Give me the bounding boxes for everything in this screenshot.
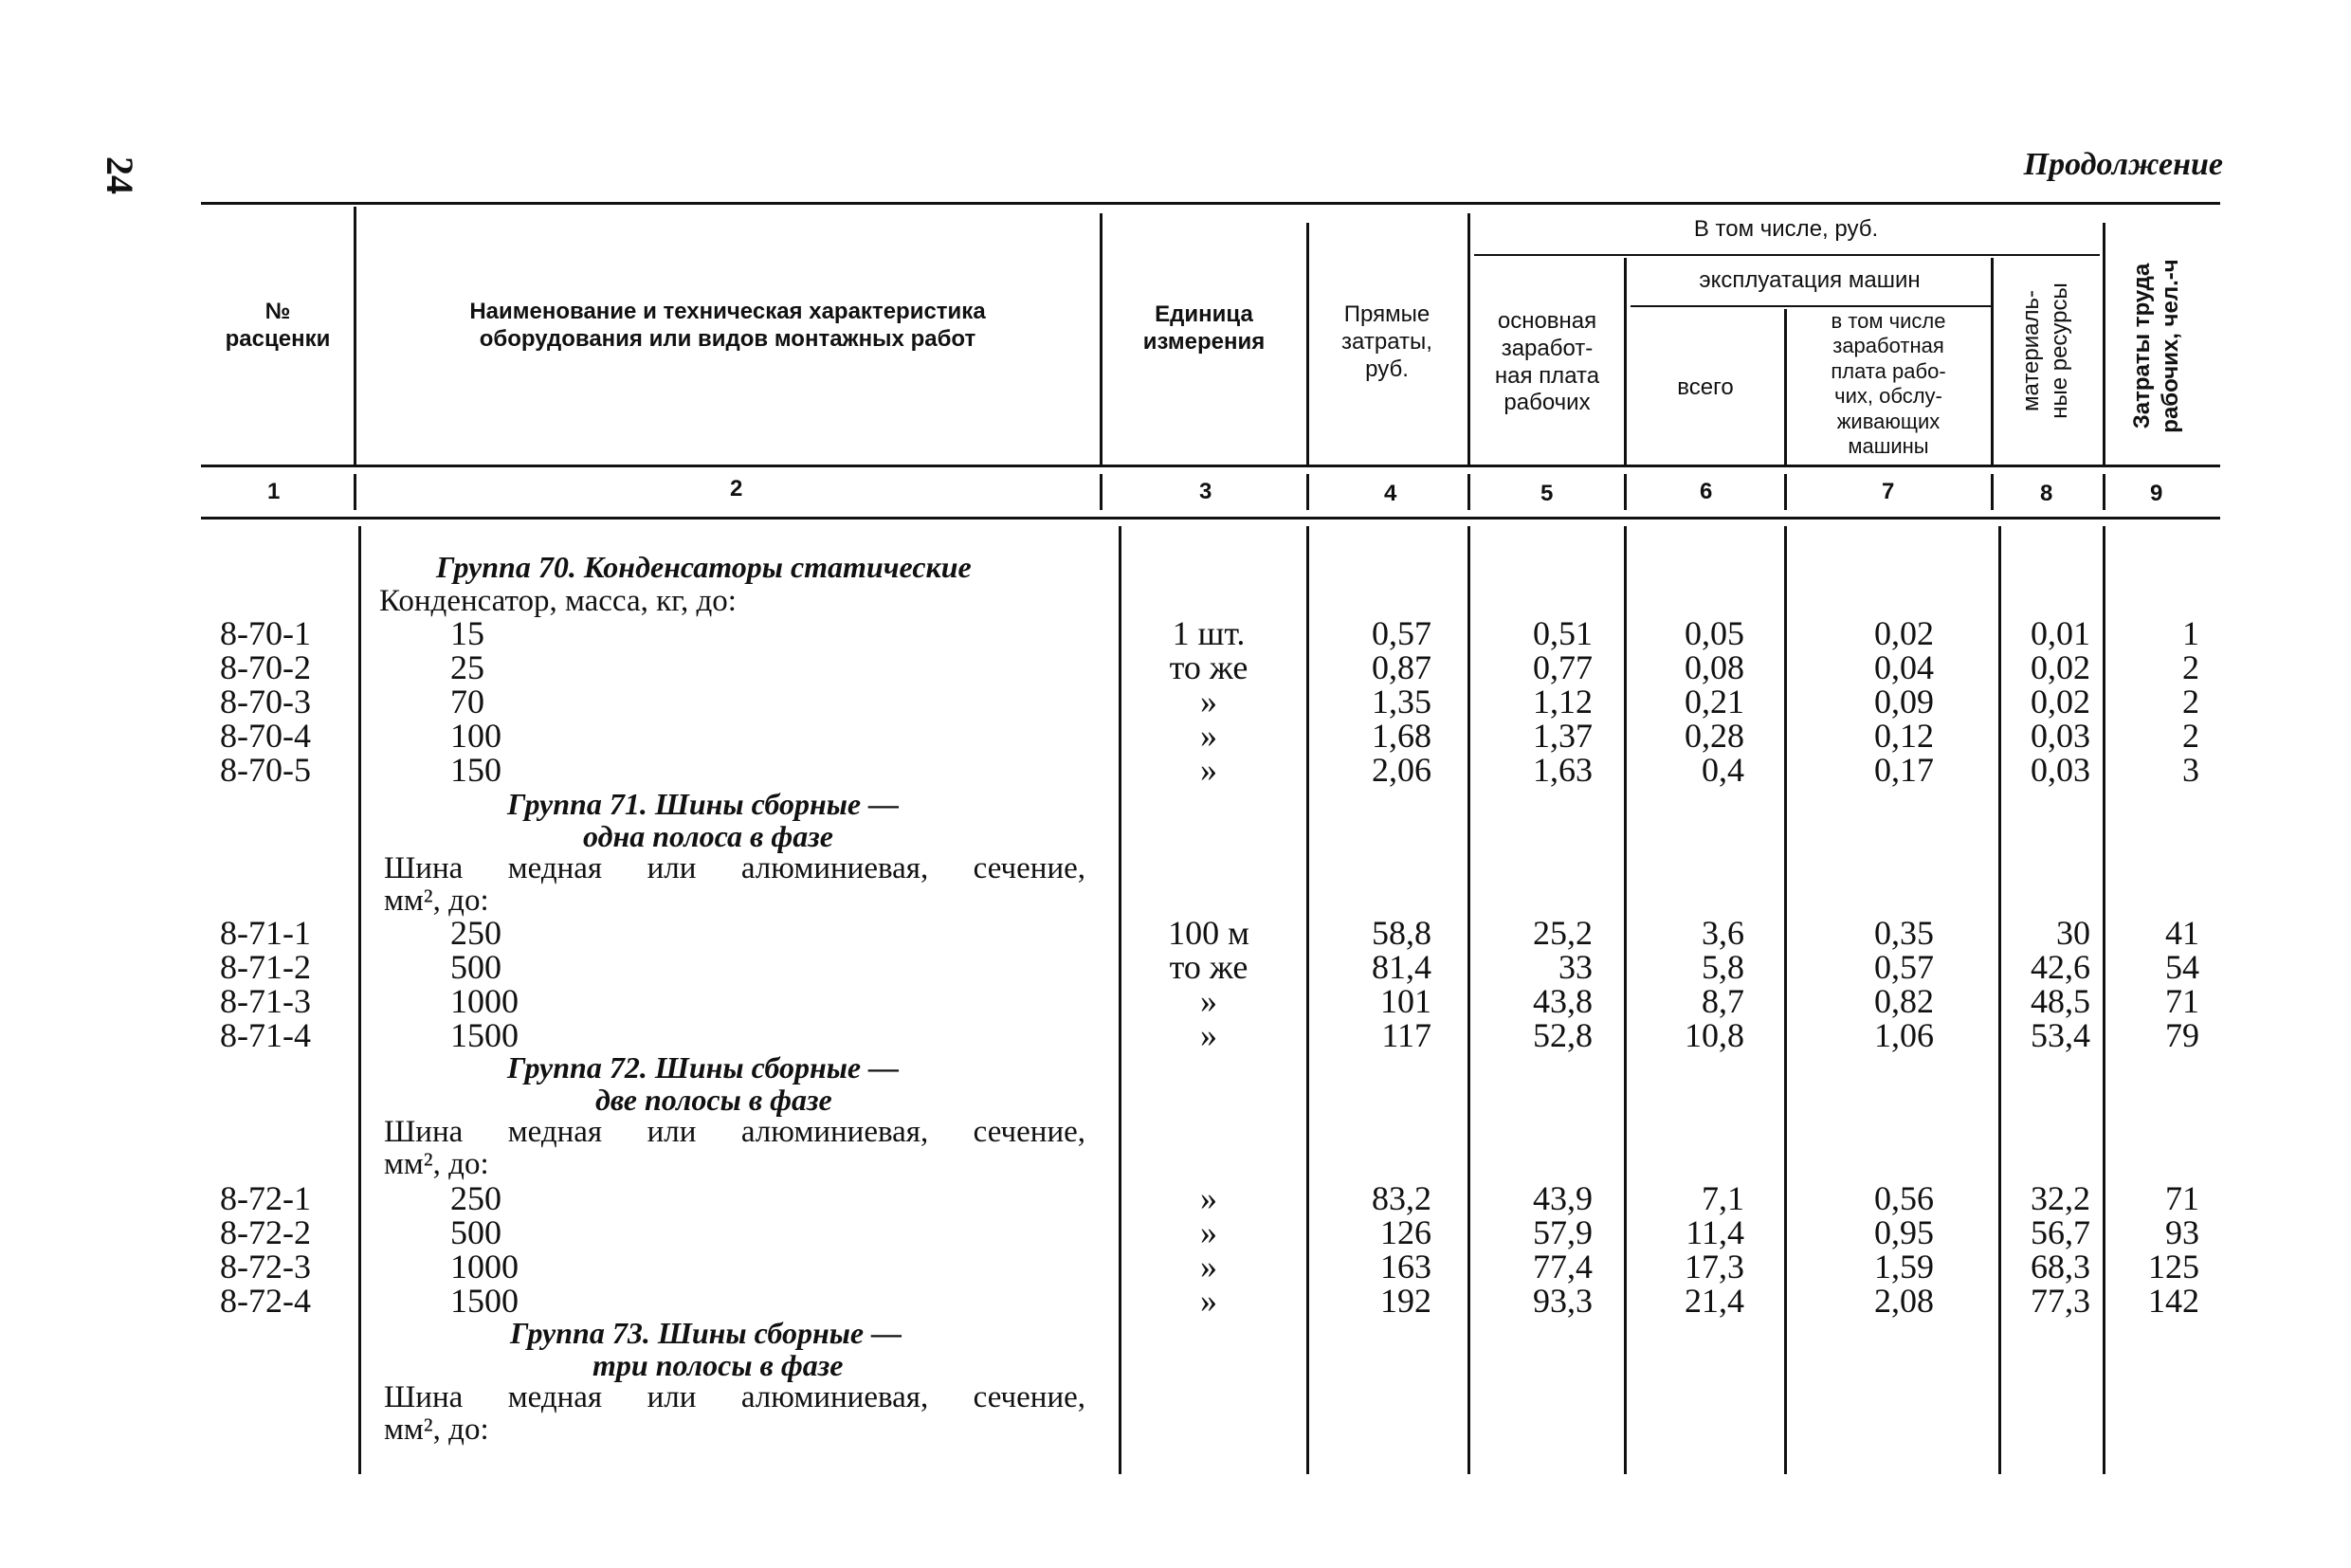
row-materials: 48,5 xyxy=(2031,982,2090,1020)
header-mach: эксплуатация машин xyxy=(1699,267,1921,293)
header-divider xyxy=(1100,213,1103,465)
header-bottom-rule xyxy=(201,465,2220,467)
row-wage: 93,3 xyxy=(1533,1282,1593,1320)
row-materials: 53,4 xyxy=(2031,1016,2090,1054)
group-70-title: Группа 70. Конденсаторы статические xyxy=(436,550,972,584)
group-71-title-2: одна полоса в фазе xyxy=(583,819,833,853)
table-row xyxy=(0,684,2351,719)
row-materials: 0,01 xyxy=(2031,614,2090,652)
row-labor: 2 xyxy=(2182,683,2199,720)
row-direct: 126 xyxy=(1380,1213,1431,1251)
row-code: 8-71-4 xyxy=(220,1016,311,1054)
row-mach: 0,05 xyxy=(1685,614,1744,652)
page-number: 24 xyxy=(99,156,141,194)
row-mach: 0,08 xyxy=(1685,648,1744,686)
row-code: 8-72-4 xyxy=(220,1282,311,1320)
row-materials: 30 xyxy=(2056,914,2090,952)
colnum-3: 3 xyxy=(1199,479,1212,504)
colnum-5: 5 xyxy=(1540,481,1554,506)
row-direct: 2,06 xyxy=(1372,751,1431,789)
row-unit: 100 м xyxy=(1168,914,1249,952)
row-unit: » xyxy=(1200,982,1217,1020)
row-labor: 3 xyxy=(2182,751,2199,789)
row-size: 70 xyxy=(450,683,484,720)
row-mach: 8,7 xyxy=(1702,982,1744,1020)
table-top-rule xyxy=(201,202,2220,205)
row-mach: 10,8 xyxy=(1685,1016,1744,1054)
row-mach: 17,3 xyxy=(1685,1248,1744,1285)
row-wage: 1,12 xyxy=(1533,683,1593,720)
row-wage: 77,4 xyxy=(1533,1248,1593,1285)
row-size: 250 xyxy=(450,914,501,952)
row-size: 500 xyxy=(450,1213,501,1251)
row-direct: 192 xyxy=(1380,1282,1431,1320)
row-wage: 43,8 xyxy=(1533,982,1593,1020)
header-col-labor: Затраты труда рабочих, чел.-ч xyxy=(2129,259,2183,433)
group-73-subtitle-2: мм², до: xyxy=(384,1413,489,1447)
row-unit: » xyxy=(1200,1282,1217,1320)
row-wage: 1,63 xyxy=(1533,751,1593,789)
row-size: 500 xyxy=(450,948,501,986)
row-materials: 0,03 xyxy=(2031,751,2090,789)
row-size: 1000 xyxy=(450,982,519,1020)
colnum-tick xyxy=(1100,474,1103,510)
header-col-materials: материаль- ные ресурсы xyxy=(2018,283,2072,419)
group-71-subtitle-1: Шина медная или алюминиевая, сечение, xyxy=(384,851,1085,885)
row-machwage: 1,06 xyxy=(1874,1016,1934,1054)
row-materials: 0,02 xyxy=(2031,648,2090,686)
header-divider xyxy=(2103,223,2105,465)
colnum-tick xyxy=(354,474,356,510)
group-73-subtitle-1: Шина медная или алюминиевая, сечение, xyxy=(384,1380,1085,1414)
row-machwage: 0,17 xyxy=(1874,751,1934,789)
row-materials: 68,3 xyxy=(2031,1248,2090,1285)
colnum-4: 4 xyxy=(1384,481,1397,506)
colnum-tick xyxy=(1306,474,1309,510)
row-unit: то же xyxy=(1169,948,1248,986)
group-73-title-2: три полосы в фазе xyxy=(592,1348,844,1382)
row-machwage: 0,56 xyxy=(1874,1179,1934,1217)
row-mach: 21,4 xyxy=(1685,1282,1744,1320)
row-wage: 57,9 xyxy=(1533,1213,1593,1251)
header-col-mach-total: всего xyxy=(1677,374,1734,400)
header-divider xyxy=(1467,213,1470,465)
group-72-subtitle-1: Шина медная или алюминиевая, сечение, xyxy=(384,1115,1085,1149)
colnum-2: 2 xyxy=(730,476,743,501)
row-labor: 71 xyxy=(2165,982,2199,1020)
row-labor: 71 xyxy=(2165,1179,2199,1217)
colnum-tick xyxy=(1624,474,1627,510)
row-unit: то же xyxy=(1169,648,1248,686)
colnum-tick xyxy=(1467,474,1470,510)
row-labor: 41 xyxy=(2165,914,2199,952)
colnum-tick xyxy=(1784,474,1787,510)
row-direct: 0,87 xyxy=(1372,648,1431,686)
group-71-subtitle-2: мм², до: xyxy=(384,884,489,918)
row-machwage: 0,82 xyxy=(1874,982,1934,1020)
row-code: 8-72-1 xyxy=(220,1179,311,1217)
row-machwage: 0,57 xyxy=(1874,948,1934,986)
row-unit: » xyxy=(1200,1016,1217,1054)
header-divider xyxy=(1306,223,1309,465)
table-row xyxy=(0,650,2351,684)
row-wage: 43,9 xyxy=(1533,1179,1593,1217)
row-labor: 1 xyxy=(2182,614,2199,652)
group-72-title-2: две полосы в фазе xyxy=(595,1083,832,1117)
row-materials: 77,3 xyxy=(2031,1282,2090,1320)
row-wage: 33 xyxy=(1558,948,1593,986)
row-code: 8-71-3 xyxy=(220,982,311,1020)
row-mach: 11,4 xyxy=(1686,1213,1744,1251)
row-mach: 0,21 xyxy=(1685,683,1744,720)
row-machwage: 0,09 xyxy=(1874,683,1934,720)
row-materials: 56,7 xyxy=(2031,1213,2090,1251)
table-row xyxy=(0,1215,2351,1249)
row-size: 15 xyxy=(450,614,484,652)
header-divider xyxy=(1991,258,1994,465)
row-direct: 81,4 xyxy=(1372,948,1431,986)
colnum-6: 6 xyxy=(1700,479,1713,504)
row-labor: 2 xyxy=(2182,648,2199,686)
row-wage: 0,77 xyxy=(1533,648,1593,686)
table-row xyxy=(0,1018,2351,1052)
row-code: 8-70-3 xyxy=(220,683,311,720)
row-direct: 117 xyxy=(1381,1016,1431,1054)
row-labor: 93 xyxy=(2165,1213,2199,1251)
row-machwage: 0,02 xyxy=(1874,614,1934,652)
row-unit: 1 шт. xyxy=(1172,614,1246,652)
row-code: 8-70-2 xyxy=(220,648,311,686)
incl-underline xyxy=(1474,254,2100,256)
row-code: 8-71-1 xyxy=(220,914,311,952)
row-mach: 3,6 xyxy=(1702,914,1744,952)
row-direct: 58,8 xyxy=(1372,914,1431,952)
row-labor: 125 xyxy=(2148,1248,2199,1285)
row-size: 1500 xyxy=(450,1016,519,1054)
row-materials: 32,2 xyxy=(2031,1179,2090,1217)
row-unit: » xyxy=(1200,751,1217,789)
row-wage: 0,51 xyxy=(1533,614,1593,652)
row-unit: » xyxy=(1200,1213,1217,1251)
header-divider xyxy=(354,207,356,465)
row-labor: 142 xyxy=(2148,1282,2199,1320)
table-row xyxy=(0,719,2351,753)
header-col-direct: Прямые затраты, руб. xyxy=(1341,301,1432,382)
group-73-title-1: Группа 73. Шины сборные — xyxy=(510,1316,902,1350)
colnum-7: 7 xyxy=(1882,479,1895,504)
row-direct: 163 xyxy=(1380,1248,1431,1285)
row-labor: 79 xyxy=(2165,1016,2199,1054)
row-size: 1000 xyxy=(450,1248,519,1285)
header-divider xyxy=(1784,309,1787,465)
group-72-subtitle-2: мм², до: xyxy=(384,1147,489,1181)
row-wage: 1,37 xyxy=(1533,717,1593,755)
row-unit: » xyxy=(1200,1248,1217,1285)
colnum-9: 9 xyxy=(2150,481,2163,506)
row-direct: 1,35 xyxy=(1372,683,1431,720)
row-materials: 0,02 xyxy=(2031,683,2090,720)
row-machwage: 1,59 xyxy=(1874,1248,1934,1285)
row-size: 150 xyxy=(450,751,501,789)
table-row xyxy=(0,916,2351,950)
row-machwage: 0,04 xyxy=(1874,648,1934,686)
mach-underline xyxy=(1631,305,1993,307)
header-divider xyxy=(1624,258,1627,465)
table-row xyxy=(0,753,2351,787)
row-unit: » xyxy=(1200,683,1217,720)
header-col-wage: основная заработ- ная плата рабочих xyxy=(1494,308,1600,416)
header-col-name: Наименование и техническая характеристика оборудования или видов монтажных работ xyxy=(469,299,986,352)
row-code: 8-72-2 xyxy=(220,1213,311,1251)
row-mach: 0,4 xyxy=(1702,751,1744,789)
row-materials: 0,03 xyxy=(2031,717,2090,755)
row-labor: 2 xyxy=(2182,717,2199,755)
row-size: 1500 xyxy=(450,1282,519,1320)
row-mach: 0,28 xyxy=(1685,717,1744,755)
row-code: 8-70-4 xyxy=(220,717,311,755)
row-mach: 5,8 xyxy=(1702,948,1744,986)
row-wage: 52,8 xyxy=(1533,1016,1593,1054)
colnum-8: 8 xyxy=(2040,481,2053,506)
row-machwage: 0,35 xyxy=(1874,914,1934,952)
row-unit: » xyxy=(1200,717,1217,755)
colnum-tick xyxy=(2103,474,2105,510)
header-incl: В том числе, руб. xyxy=(1693,216,1879,242)
header-col-mach-wage: в том числе заработная плата рабо- чих, обслу- живающих машины xyxy=(1831,309,1946,458)
colnum-1: 1 xyxy=(267,479,281,504)
table-row xyxy=(0,950,2351,984)
row-direct: 101 xyxy=(1380,982,1431,1020)
continuation-label: Продолжение xyxy=(2023,147,2223,182)
row-direct: 83,2 xyxy=(1372,1179,1431,1217)
row-labor: 54 xyxy=(2165,948,2199,986)
group-72-title-1: Группа 72. Шины сборные — xyxy=(507,1050,900,1085)
table-row xyxy=(0,1284,2351,1318)
row-code: 8-71-2 xyxy=(220,948,311,986)
colnum-bottom-rule xyxy=(201,517,2220,520)
row-size: 250 xyxy=(450,1179,501,1217)
row-machwage: 2,08 xyxy=(1874,1282,1934,1320)
row-code: 8-70-5 xyxy=(220,751,311,789)
header-col-code: № расценки xyxy=(225,299,331,352)
group-70-subtitle: Конденсатор, масса, кг, до: xyxy=(379,584,737,618)
row-direct: 1,68 xyxy=(1372,717,1431,755)
table-row xyxy=(0,1181,2351,1215)
row-code: 8-72-3 xyxy=(220,1248,311,1285)
row-size: 100 xyxy=(450,717,501,755)
table-row xyxy=(0,1249,2351,1284)
row-direct: 0,57 xyxy=(1372,614,1431,652)
colnum-tick xyxy=(1991,474,1994,510)
row-unit: » xyxy=(1200,1179,1217,1217)
row-machwage: 0,12 xyxy=(1874,717,1934,755)
table-row xyxy=(0,984,2351,1018)
header-col-unit: Единица измерения xyxy=(1142,301,1266,355)
table-row xyxy=(0,616,2351,650)
group-71-title-1: Группа 71. Шины сборные — xyxy=(507,787,900,821)
row-code: 8-70-1 xyxy=(220,614,311,652)
row-wage: 25,2 xyxy=(1533,914,1593,952)
row-mach: 7,1 xyxy=(1702,1179,1744,1217)
row-size: 25 xyxy=(450,648,484,686)
row-materials: 42,6 xyxy=(2031,948,2090,986)
row-machwage: 0,95 xyxy=(1874,1213,1934,1251)
